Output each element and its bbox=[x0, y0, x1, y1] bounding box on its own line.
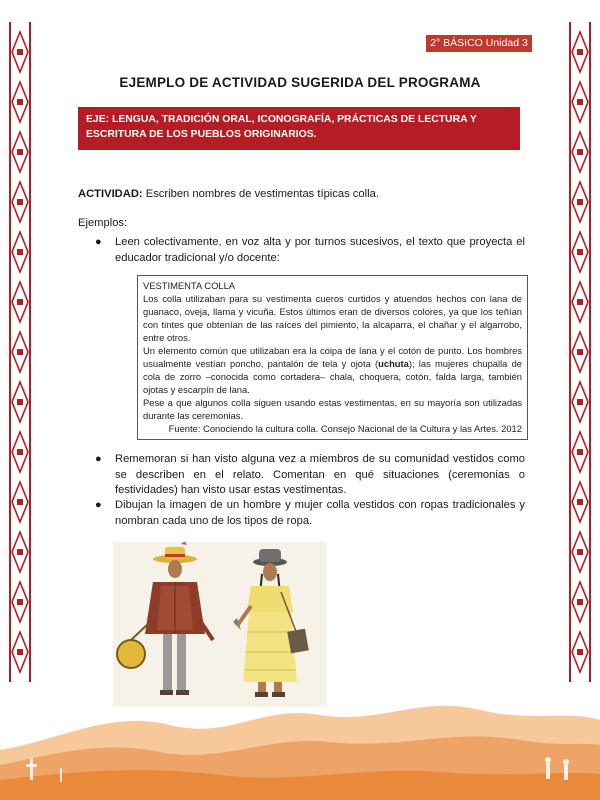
activity-line bbox=[78, 188, 379, 200]
grade-unit-badge: 2° BÁSICO Unidad 3 bbox=[426, 35, 532, 52]
bullet-item-3 bbox=[95, 498, 525, 529]
bullet-icon: ● bbox=[95, 453, 102, 465]
uchuta-term: uchuta bbox=[378, 358, 409, 369]
textbox-paragraph-1: Los colla utilizaban para su vestimenta cueros curtidos y atuendos hechos con lana de guanaco, oveja, llama y vicuña. Estos últimos eran de diversos colores, ya que los teñían con tintes que obtenían de las raíces del pimiento, la alcaparra, el chañar y el algarrobo, entre otros. bbox=[143, 293, 522, 343]
textbox-heading: VESTIMENTA COLLA bbox=[143, 280, 236, 291]
textbox-paragraph-3: Pese a que algunos colla siguen usando estas vestimentas, en su mayoría son utilizadas durante las ceremonias. bbox=[143, 397, 522, 421]
bullet-text-3: Dibujan la imagen de un hombre y mujer colla vestidos con ropas tradicionales y nombran cada uno de los tipos de ropa. bbox=[115, 499, 525, 527]
footer-landscape-decoration bbox=[0, 680, 600, 800]
eje-banner: EJE: LENGUA, TRADICIÓN ORAL, ICONOGRAFÍA, PRÁCTICAS DE LECTURA Y ESCRITURA DE LOS PUEBLOS ORIGINARIOS. bbox=[78, 107, 520, 150]
page-title: EJEMPLO DE ACTIVIDAD SUGERIDA DEL PROGRAMA bbox=[119, 75, 481, 90]
left-decorative-border bbox=[9, 22, 31, 682]
bullet-text-2: Rememoran si han visto alguna vez a miembros de su comunidad vestidos como se describen en el relato. Comentan en qué situaciones (ceremonias o festividades) han visto usar estas vestimentas. bbox=[115, 453, 525, 496]
bullet-text-1: Leen colectivamente, en voz alta y por turnos sucesivos, el texto que proyecta el educador tradicional y/o docente: bbox=[115, 236, 525, 264]
reading-text-box bbox=[137, 275, 528, 440]
textbox-paragraph-2: Un elemento común que utilizaban era la coipa de lana y el cotón de punto. Los hombres usualmente vestían poncho, pantalón de tela y ojota (uchuta); las mujeres chupalla de cola de zorro –conocida como cortadera– chala, choquera, cotón, falda larga, también ojotas y escarpín de lana. bbox=[143, 345, 522, 395]
bullet-icon: ● bbox=[95, 236, 102, 248]
activity-text: Escriben nombres de vestimentas típicas colla. bbox=[142, 188, 379, 200]
right-decorative-border bbox=[569, 22, 591, 682]
textbox-source: Fuente: Conociendo la cultura colla. Consejo Nacional de la Cultura y las Artes. 2012 bbox=[168, 423, 522, 434]
bullet-item-1 bbox=[95, 235, 525, 266]
examples-label: Ejemplos: bbox=[78, 217, 128, 229]
bullet-item-2 bbox=[95, 452, 525, 499]
bullet-icon: ● bbox=[95, 499, 102, 511]
activity-label: ACTIVIDAD: bbox=[78, 188, 143, 200]
